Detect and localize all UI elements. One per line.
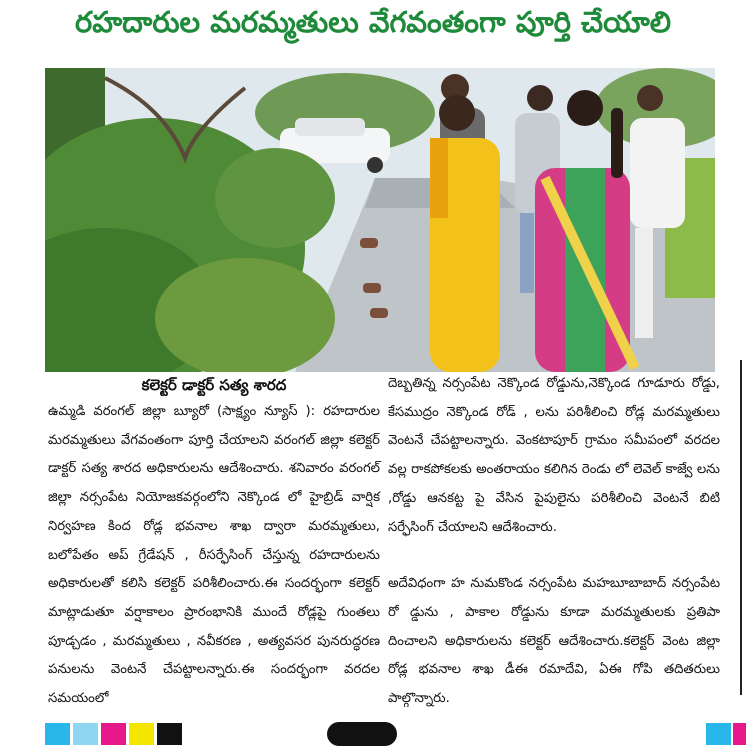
light-cyan-swatch (73, 723, 98, 745)
photo-caption: కలెక్టర్ డాక్టర్ సత్య శారద (141, 376, 287, 394)
headline: రహదారుల మరమ్మతులు వేగవంతంగా పూర్తి చేయాలి (75, 5, 671, 39)
yellow-swatch (129, 723, 154, 745)
article-paragraph: అదేవిధంగా హ నుమకొండ నర్సంపేట మహబూబాబాద్ నర్సంపేట రో డ్డును , పాకాల రోడ్డును కూడా మరమ్మతులకు ప్రతిపా దించాలని అధికారులను కలెక్టర్ ఆదేశించారు.కలెక్టర్ వెంట జిల్లా రోడ్ల భవనాల శాఖ డీఈ రమాదేవి, ఏఈ గోపి తదితరులు పాల్గొన్నారు. (388, 576, 720, 707)
article-paragraph: ఉమ్మడి వరంగల్ జిల్లా బ్యూరో (సాక్ష్యం న్యూస్ ): రహదారుల మరమ్మతులు వేగవంతంగా పూర్తి చేయాలని వరంగల్ జిల్లా కలెక్టర్ డాక్టర్ సత్య శారద అధికారులను ఆదేశించారు. శనివారం వరంగల్ జిల్లా నర్సంపేట నియోజకవర్గంలోని నెక్కొండ లో హైబ్రిడ్ వార్షిక నిర్వహణ కింద రోడ్ల భవనాల శాఖ ద్వారా మరమ్మతులు, బలోపేతం అప్ గ్రేడేషన్ , రీసర్ఫేసింగ్ చేస్తున్న రహదారులను అధికారులతో కలిసి కలెక్టర్ పరిశీలించారు.ఈ సందర్భంగా కలెక్టర్ మాట్లాడుతూ వర్షాకాలం ప్రారంభానికి ముందే రోడ్లపై గుంతలు పూడ్చడం , మరమ్మతులు , నవీకరణ , అత్యవసర పునరుద్ధరణ పనులను వెంటనే చేపట్టాలన్నారు.ఈ సందర్భంగా వరదల సమయంలో (48, 404, 380, 707)
magenta-swatch (733, 723, 746, 745)
news-photo (45, 68, 715, 372)
article-paragraph: దెబ్బతిన్న నర్సంపేట నెక్కొండ రోడ్డును,నెక్కొండ గూడూరు రోడ్డు, కేసముద్రం నెక్కొండ రోడ్ , లను పరిశీలించి రోడ్ల మరమ్మతులు వెంటనే చేపట్టాలన్నారు. వెంకటాపూర్ గ్రామం సమీపంలో వరదల వల్ల రాకపోకలకు అంతరాయం కలిగిన రెండు లో లెవెల్ కాజ్వే లను ,రోడ్డు ఆనకట్ట పై వేసిన పైపులైను పరిశీలించి వెంటనే బిటి సర్ఫేసింగ్ చేయాలని ఆదేశించారు. (388, 376, 720, 535)
article-column-1 (48, 398, 380, 714)
cyan-swatch (45, 723, 70, 745)
black-swatch (157, 723, 182, 745)
cyan-swatch (706, 723, 731, 745)
column-rule (740, 360, 742, 695)
registration-mark (327, 722, 397, 746)
photo-illustration (45, 68, 715, 372)
article-column-2 (388, 370, 720, 714)
magenta-swatch (101, 723, 126, 745)
